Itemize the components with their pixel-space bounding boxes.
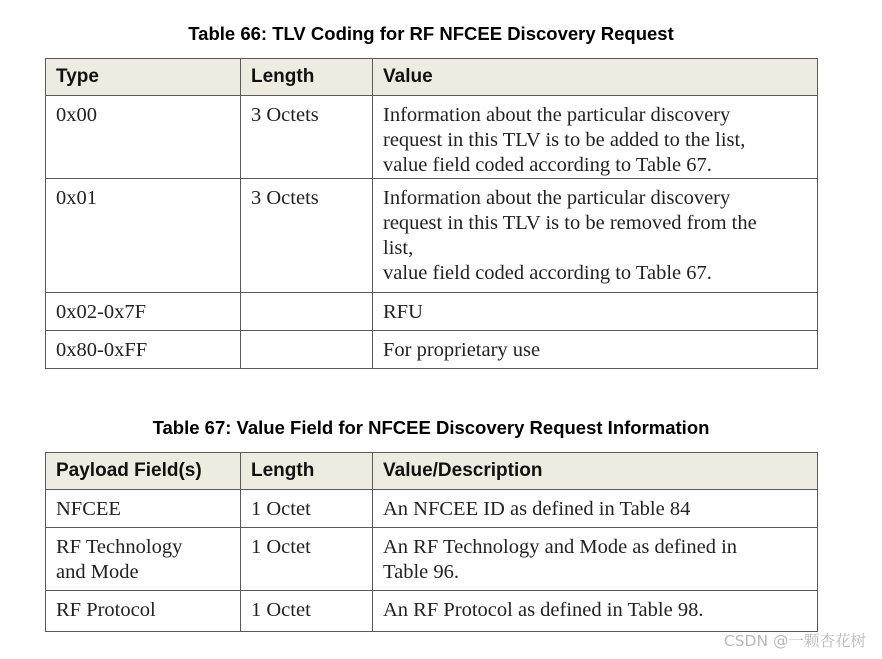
- length-cell: 1 Octet: [241, 490, 373, 528]
- payload-field-cell: [46, 490, 241, 528]
- type-cell: 0x01: [46, 179, 241, 293]
- payload-field-cell: [46, 591, 241, 632]
- length-cell: 3 Octets: [241, 96, 373, 179]
- type-cell: 0x80-0xFF: [46, 331, 241, 369]
- value-cell: [373, 490, 818, 528]
- length-cell: [241, 331, 373, 369]
- value-cell: [373, 591, 818, 632]
- field-line: RF Protocol: [56, 599, 156, 621]
- field-line: NFCEE: [56, 498, 121, 520]
- table-row: [46, 528, 818, 591]
- field-line: and Mode: [56, 561, 139, 583]
- value-cell: [373, 528, 818, 591]
- column-header-length: Length: [241, 453, 373, 490]
- value-cell: [373, 179, 818, 293]
- column-header-length: Length: [241, 59, 373, 96]
- table-row: [46, 490, 818, 528]
- table-header-row: [46, 453, 818, 490]
- table-row: [46, 293, 818, 331]
- length-cell: [241, 293, 373, 331]
- value-line: value field coded according to Table 67.: [383, 154, 712, 176]
- value-cell: [373, 331, 818, 369]
- column-header-type: Type: [46, 59, 241, 96]
- type-cell: 0x00: [46, 96, 241, 179]
- value-line: RFU: [383, 301, 423, 323]
- value-line: An NFCEE ID as defined in Table 84: [383, 498, 691, 520]
- value-line: For proprietary use: [383, 339, 541, 361]
- column-header-payload-fields: Payload Field(s): [46, 453, 241, 490]
- field-line: RF Technology: [56, 536, 183, 558]
- length-cell: 1 Octet: [241, 528, 373, 591]
- table-row: [46, 179, 818, 293]
- payload-field-cell: [46, 528, 241, 591]
- table-67-caption: Table 67: Value Field for NFCEE Discovery Request Information: [152, 417, 710, 438]
- value-line: Table 96.: [383, 561, 459, 583]
- type-cell: 0x02-0x7F: [46, 293, 241, 331]
- length-cell: 3 Octets: [241, 179, 373, 293]
- table-66-caption: Table 66: TLV Coding for RF NFCEE Discovery Request: [188, 23, 674, 44]
- table-row: [46, 591, 818, 632]
- value-line: request in this TLV is to be removed from the: [383, 212, 757, 234]
- value-line: list,: [383, 237, 414, 259]
- value-field-table: [45, 452, 818, 632]
- value-cell: [373, 96, 818, 179]
- csdn-watermark: CSDN @一颗杏花树: [723, 632, 866, 650]
- length-cell: 1 Octet: [241, 591, 373, 632]
- value-line: value field coded according to Table 67.: [383, 262, 712, 284]
- tlv-coding-table: [45, 58, 818, 369]
- table-header-row: [46, 59, 818, 96]
- column-header-value: Value: [373, 59, 818, 96]
- table-row: [46, 96, 818, 179]
- value-line: Information about the particular discovery: [383, 104, 731, 126]
- value-cell: [373, 293, 818, 331]
- value-line: An RF Technology and Mode as defined in: [383, 536, 738, 558]
- table-row: [46, 331, 818, 369]
- value-line: An RF Protocol as defined in Table 98.: [383, 599, 704, 621]
- value-line: request in this TLV is to be added to the list,: [383, 129, 746, 151]
- column-header-value-description: Value/Description: [373, 453, 818, 490]
- value-line: Information about the particular discovery: [383, 187, 731, 209]
